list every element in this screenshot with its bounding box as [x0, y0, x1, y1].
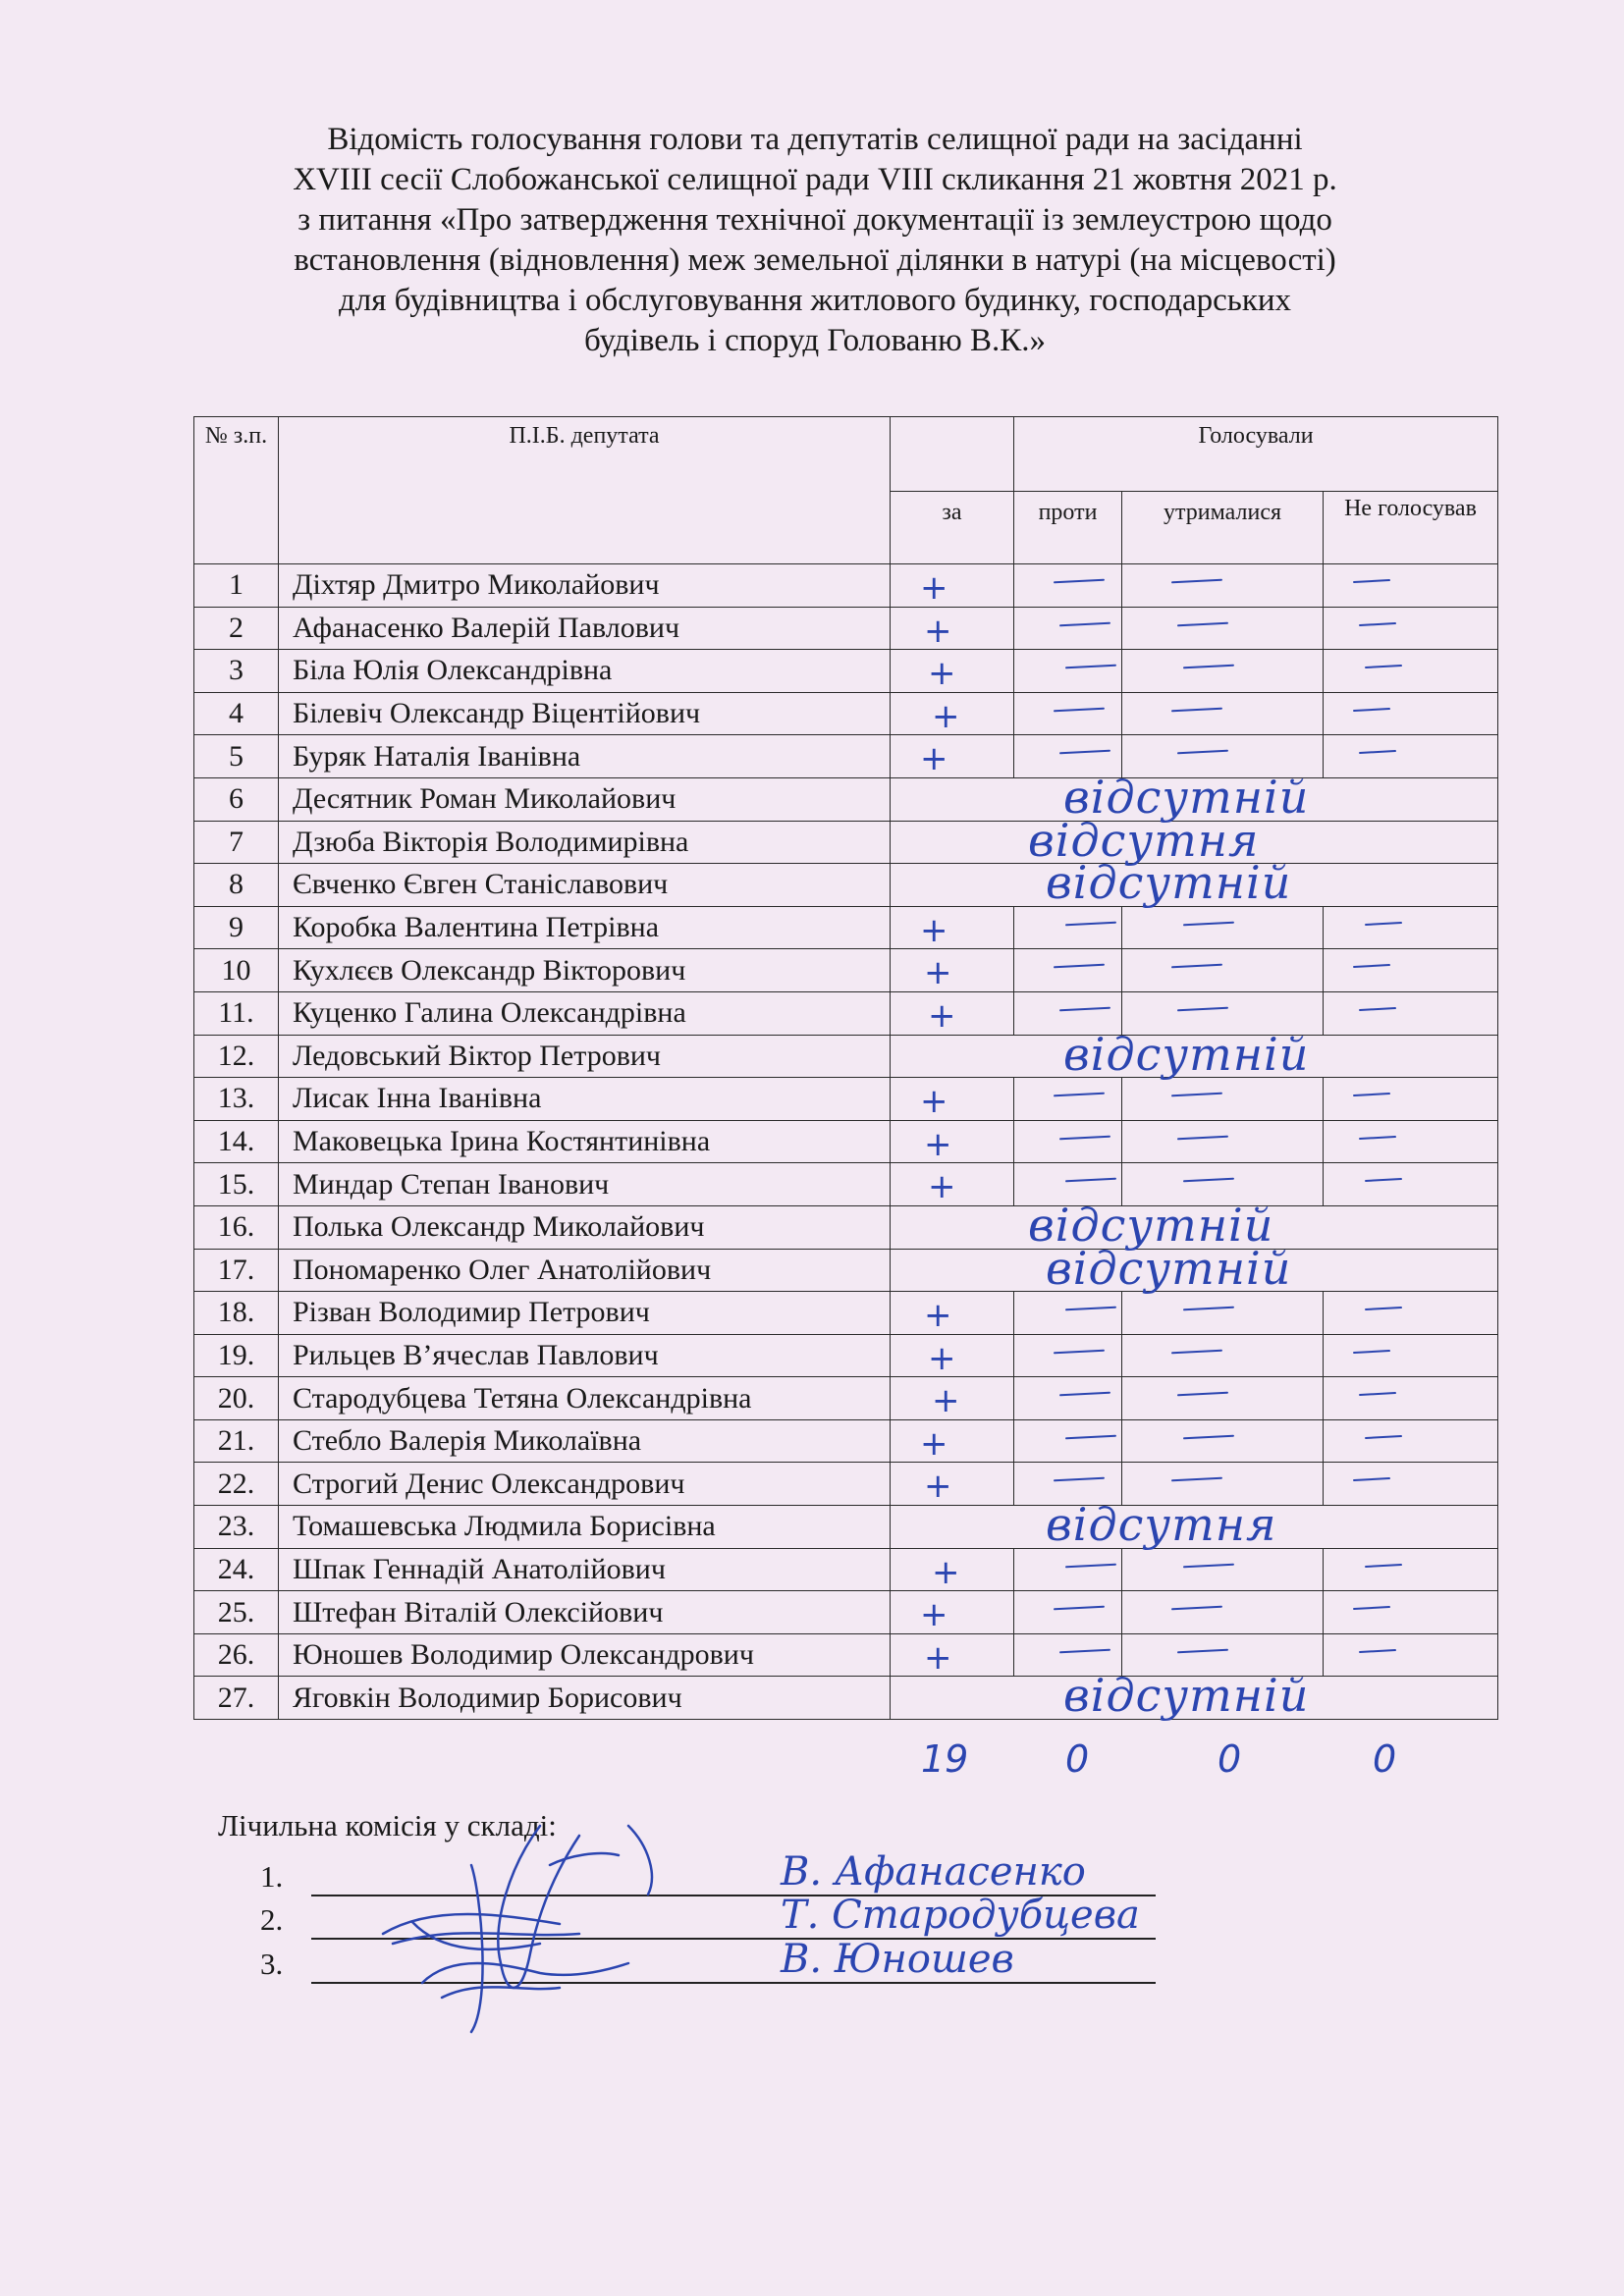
plus-mark: +	[928, 995, 956, 1036]
signature-number: 1.	[260, 1859, 284, 1894]
table-row	[194, 1506, 1498, 1549]
plus-mark: +	[928, 1167, 956, 1207]
absent-note: відсутня	[1028, 813, 1260, 867]
table-row	[194, 1035, 1498, 1078]
vote-not-voted-cell	[1324, 1334, 1498, 1377]
vote-not-voted-cell	[1324, 1463, 1498, 1506]
row-number: 18.	[194, 1292, 279, 1335]
vote-for-cell	[891, 1163, 1014, 1206]
vote-against-cell	[1014, 692, 1122, 735]
deputy-name: Євченко Євген Станіславович	[279, 864, 891, 907]
vote-not-voted-cell	[1324, 692, 1498, 735]
vote-against-cell	[1014, 650, 1122, 693]
vote-not-voted-cell	[1324, 1163, 1498, 1206]
dash-mark	[1359, 750, 1396, 754]
title-line: для будівництва і обслуговування житлового будинку, господарських	[338, 283, 1292, 318]
row-number: 8	[194, 864, 279, 907]
absence-cell	[891, 1241, 1498, 1295]
dash-mark	[1353, 708, 1390, 712]
plus-mark: +	[932, 1381, 960, 1421]
deputy-name: Стародубцева Тетяна Олександрівна	[279, 1377, 891, 1420]
vote-not-voted-cell	[1324, 949, 1498, 992]
dash-mark	[1171, 1477, 1222, 1482]
deputy-name: Різван Володимир Петрович	[279, 1292, 891, 1335]
vote-against-cell	[1014, 607, 1122, 650]
plus-mark: +	[924, 1124, 952, 1164]
title-line: XVIII сесії Слобожанської селищної ради VIII скликання 21 жовтня 2021 р.	[293, 162, 1337, 197]
dash-mark	[1359, 1649, 1396, 1653]
voting-table	[193, 416, 1498, 1723]
absent-note: відсутній	[1046, 856, 1292, 910]
absence-cell	[891, 1027, 1498, 1081]
dash-mark	[1054, 707, 1105, 712]
vote-not-voted-cell	[1324, 906, 1498, 949]
plus-mark: +	[928, 1338, 956, 1378]
table-row	[194, 1292, 1498, 1335]
plus-mark: +	[920, 739, 948, 779]
header-number: № з.п.	[194, 417, 279, 564]
deputy-name: Стебло Валерія Миколаївна	[279, 1419, 891, 1463]
vote-for-cell	[891, 564, 1014, 608]
vote-against-cell	[1014, 1591, 1122, 1634]
row-number: 20.	[194, 1377, 279, 1420]
header-for: за	[891, 492, 1014, 564]
table-row	[194, 1377, 1498, 1420]
row-number: 27.	[194, 1677, 279, 1720]
table-row	[194, 1163, 1498, 1206]
row-number: 9	[194, 906, 279, 949]
absent-note: відсутня	[1046, 1498, 1277, 1552]
vote-for-cell	[891, 991, 1014, 1035]
vote-for-cell	[891, 1377, 1014, 1420]
table-row	[194, 1249, 1498, 1292]
deputy-name: Буряк Наталія Іванівна	[279, 735, 891, 778]
table-row	[194, 1120, 1498, 1163]
vote-for-cell	[891, 1120, 1014, 1163]
dash-mark	[1059, 750, 1110, 755]
dash-mark	[1171, 579, 1222, 584]
table-row	[194, 949, 1498, 992]
table-row	[194, 1205, 1498, 1249]
vote-against-cell	[1014, 1419, 1122, 1463]
total-not-voted: 0	[1373, 1737, 1397, 1781]
plus-mark: +	[928, 654, 956, 694]
row-number: 6	[194, 777, 279, 821]
voting-rows	[194, 564, 1498, 1723]
header-blank	[891, 417, 1014, 492]
dash-mark	[1177, 1007, 1228, 1012]
vote-not-voted-cell	[1324, 1292, 1498, 1335]
dash-mark	[1353, 1350, 1390, 1354]
absent-note: відсутній	[1063, 770, 1310, 824]
row-number: 23.	[194, 1506, 279, 1549]
dash-mark	[1059, 1135, 1110, 1140]
vote-abstained-cell	[1122, 1078, 1324, 1121]
signature-name: Т. Стародубцева	[781, 1893, 1140, 1938]
absent-note: відсутній	[1046, 1241, 1292, 1295]
vote-not-voted-cell	[1324, 1633, 1498, 1677]
dash-mark	[1054, 1093, 1105, 1097]
vote-for-cell	[891, 1419, 1014, 1463]
dash-mark	[1054, 1477, 1105, 1482]
dash-mark	[1365, 1307, 1402, 1310]
vote-against-cell	[1014, 906, 1122, 949]
dash-mark	[1065, 665, 1116, 669]
signature-scribbles	[353, 1806, 707, 2042]
vote-not-voted-cell	[1324, 735, 1498, 778]
header-not-voted: Не голосував	[1324, 492, 1498, 564]
signature-name: В. Юношев	[781, 1937, 1014, 1982]
deputy-name: Шпак Геннадій Анатолійович	[279, 1548, 891, 1591]
deputy-name: Рильцев В’ячеслав Павлович	[279, 1334, 891, 1377]
row-number: 11.	[194, 991, 279, 1035]
commission-label: Лічильна комісія у складі:	[218, 1808, 557, 1842]
vote-against-cell	[1014, 1120, 1122, 1163]
deputy-name: Пономаренко Олег Анатолійович	[279, 1249, 891, 1292]
vote-abstained-cell	[1122, 692, 1324, 735]
vote-abstained-cell	[1122, 1292, 1324, 1335]
dash-mark	[1365, 1564, 1402, 1568]
vote-not-voted-cell	[1324, 1120, 1498, 1163]
dash-mark	[1171, 1606, 1222, 1611]
total-against: 0	[1065, 1737, 1090, 1781]
dash-mark	[1065, 1563, 1116, 1568]
table-row	[194, 607, 1498, 650]
vote-for-cell	[891, 1548, 1014, 1591]
row-number: 22.	[194, 1463, 279, 1506]
vote-not-voted-cell	[1324, 564, 1498, 608]
title-line: встановлення (відновлення) меж земельної ділянки в натурі (на місцевості)	[294, 242, 1336, 278]
vote-against-cell	[1014, 564, 1122, 608]
table-row	[194, 864, 1498, 907]
table-row	[194, 906, 1498, 949]
plus-mark: +	[920, 1423, 948, 1464]
table-row	[194, 1548, 1498, 1591]
absence-cell	[891, 1669, 1498, 1723]
row-number: 13.	[194, 1078, 279, 1121]
vote-abstained-cell	[1122, 1334, 1324, 1377]
row-number: 12.	[194, 1035, 279, 1078]
table-row	[194, 1419, 1498, 1463]
row-number: 4	[194, 692, 279, 735]
dash-mark	[1059, 1648, 1110, 1653]
row-number: 10	[194, 949, 279, 992]
deputy-name: Біла Юлія Олександрівна	[279, 650, 891, 693]
absence-cell	[891, 856, 1498, 910]
deputy-name: Ледовський Віктор Петрович	[279, 1035, 891, 1078]
row-number: 16.	[194, 1205, 279, 1249]
dash-mark	[1177, 750, 1228, 755]
deputy-name: Десятник Роман Миколайович	[279, 777, 891, 821]
dash-mark	[1177, 1648, 1228, 1653]
vote-for-cell	[891, 949, 1014, 992]
vote-not-voted-cell	[1324, 1078, 1498, 1121]
table-row	[194, 1463, 1498, 1506]
vote-abstained-cell	[1122, 949, 1324, 992]
vote-not-voted-cell	[1324, 1591, 1498, 1634]
row-number: 26.	[194, 1633, 279, 1677]
dash-mark	[1365, 1178, 1402, 1182]
vote-against-cell	[1014, 949, 1122, 992]
row-number: 7	[194, 821, 279, 864]
vote-not-voted-cell	[1324, 650, 1498, 693]
vote-not-voted-cell	[1324, 1419, 1498, 1463]
dash-mark	[1183, 1563, 1234, 1568]
total-abstained: 0	[1218, 1737, 1242, 1781]
dash-mark	[1359, 622, 1396, 626]
dash-mark	[1353, 579, 1390, 583]
table-row	[194, 650, 1498, 693]
vote-for-cell	[891, 650, 1014, 693]
dash-mark	[1183, 1307, 1234, 1311]
dash-mark	[1183, 1178, 1234, 1183]
row-number: 3	[194, 650, 279, 693]
header-name: П.І.Б. депутата	[279, 417, 891, 564]
deputy-name: Маковецька Ірина Костянтинівна	[279, 1120, 891, 1163]
vote-for-cell	[891, 607, 1014, 650]
dash-mark	[1059, 1392, 1110, 1397]
document-title	[177, 120, 1453, 361]
vote-for-cell	[891, 1463, 1014, 1506]
table-row	[194, 1078, 1498, 1121]
vote-for-cell	[891, 1334, 1014, 1377]
title-line: Відомість голосування голови та депутатів селищної ради на засіданні	[327, 122, 1303, 157]
vote-abstained-cell	[1122, 1419, 1324, 1463]
row-number: 14.	[194, 1120, 279, 1163]
vote-for-cell	[891, 692, 1014, 735]
header-voted: Голосували	[1014, 417, 1498, 492]
absence-cell	[891, 1498, 1498, 1552]
absent-note: відсутній	[1063, 1027, 1310, 1081]
deputy-name: Полька Олександр Миколайович	[279, 1205, 891, 1249]
dash-mark	[1171, 1349, 1222, 1354]
plus-mark: +	[924, 1637, 952, 1678]
deputy-name: Афанасенко Валерій Павлович	[279, 607, 891, 650]
vote-abstained-cell	[1122, 564, 1324, 608]
dash-mark	[1353, 964, 1390, 968]
row-number: 19.	[194, 1334, 279, 1377]
vote-not-voted-cell	[1324, 991, 1498, 1035]
plus-mark: +	[920, 1082, 948, 1122]
table-row	[194, 1677, 1498, 1720]
dash-mark	[1353, 1093, 1390, 1096]
dash-mark	[1059, 621, 1110, 626]
plus-mark: +	[924, 1296, 952, 1336]
row-number: 2	[194, 607, 279, 650]
vote-against-cell	[1014, 1548, 1122, 1591]
dash-mark	[1183, 665, 1234, 669]
vote-abstained-cell	[1122, 906, 1324, 949]
title-line: будівель і споруд Голованю В.К.»	[583, 323, 1047, 358]
dash-mark	[1177, 1392, 1228, 1397]
vote-abstained-cell	[1122, 1120, 1324, 1163]
plus-mark: +	[924, 611, 952, 651]
deputy-name: Лисак Інна Іванівна	[279, 1078, 891, 1121]
dash-mark	[1353, 1606, 1390, 1610]
table-row	[194, 777, 1498, 821]
table-row	[194, 821, 1498, 864]
dash-mark	[1353, 1477, 1390, 1481]
deputy-name: Строгий Денис Олександрович	[279, 1463, 891, 1506]
vote-not-voted-cell	[1324, 1377, 1498, 1420]
absent-note: відсутній	[1028, 1198, 1274, 1252]
dash-mark	[1177, 621, 1228, 626]
vote-abstained-cell	[1122, 1377, 1324, 1420]
dash-mark	[1054, 964, 1105, 969]
vote-for-cell	[891, 1078, 1014, 1121]
dash-mark	[1365, 922, 1402, 926]
row-number: 5	[194, 735, 279, 778]
dash-mark	[1359, 1136, 1396, 1140]
dash-mark	[1365, 665, 1402, 668]
vote-for-cell	[891, 906, 1014, 949]
row-number: 25.	[194, 1591, 279, 1634]
deputy-name: Дзюба Вікторія Володимирівна	[279, 821, 891, 864]
vote-abstained-cell	[1122, 650, 1324, 693]
vote-against-cell	[1014, 1292, 1122, 1335]
dash-mark	[1065, 921, 1116, 926]
plus-mark: +	[932, 696, 960, 736]
row-number: 17.	[194, 1249, 279, 1292]
table-row	[194, 1591, 1498, 1634]
dash-mark	[1065, 1435, 1116, 1440]
vote-abstained-cell	[1122, 607, 1324, 650]
total-for: 19	[921, 1737, 969, 1781]
dash-mark	[1059, 1007, 1110, 1012]
vote-against-cell	[1014, 1334, 1122, 1377]
dash-mark	[1171, 964, 1222, 969]
dash-mark	[1365, 1435, 1402, 1439]
vote-against-cell	[1014, 1377, 1122, 1420]
plus-mark: +	[932, 1552, 960, 1592]
deputy-name: Кухлєєв Олександр Вікторович	[279, 949, 891, 992]
dash-mark	[1359, 1392, 1396, 1396]
deputy-name: Юношев Володимир Олександрович	[279, 1633, 891, 1677]
table-row	[194, 564, 1498, 608]
vote-against-cell	[1014, 1078, 1122, 1121]
dash-mark	[1054, 1606, 1105, 1611]
absent-note: відсутній	[1063, 1669, 1310, 1723]
deputy-name: Діхтяр Дмитро Миколайович	[279, 564, 891, 608]
row-number: 15.	[194, 1163, 279, 1206]
dash-mark	[1065, 1307, 1116, 1311]
dash-mark	[1054, 579, 1105, 584]
table-row	[194, 692, 1498, 735]
deputy-name: Коробка Валентина Петрівна	[279, 906, 891, 949]
vote-abstained-cell	[1122, 1591, 1324, 1634]
deputy-name: Яговкін Володимир Борисович	[279, 1677, 891, 1720]
plus-mark: +	[924, 1467, 952, 1507]
signature-number: 3.	[260, 1947, 284, 1981]
dash-mark	[1054, 1349, 1105, 1354]
plus-mark: +	[920, 568, 948, 608]
dash-mark	[1171, 1093, 1222, 1097]
table-row	[194, 1334, 1498, 1377]
plus-mark: +	[920, 1595, 948, 1635]
plus-mark: +	[920, 910, 948, 950]
row-number: 24.	[194, 1548, 279, 1591]
header-against: проти	[1014, 492, 1122, 564]
row-number: 1	[194, 564, 279, 608]
dash-mark	[1171, 707, 1222, 712]
signature-mark-1	[498, 1826, 619, 1988]
deputy-name: Штефан Віталій Олексійович	[279, 1591, 891, 1634]
vote-abstained-cell	[1122, 1548, 1324, 1591]
vote-not-voted-cell	[1324, 1548, 1498, 1591]
deputy-name: Куценко Галина Олександрівна	[279, 991, 891, 1035]
signature-name: В. Афанасенко	[781, 1849, 1086, 1895]
dash-mark	[1177, 1135, 1228, 1140]
dash-mark	[1183, 921, 1234, 926]
vote-for-cell	[891, 735, 1014, 778]
dash-mark	[1183, 1435, 1234, 1440]
vote-for-cell	[891, 1633, 1014, 1677]
dash-mark	[1065, 1178, 1116, 1183]
row-number: 21.	[194, 1419, 279, 1463]
signature-mark-3	[422, 1963, 628, 1998]
vote-for-cell	[891, 1591, 1014, 1634]
vote-for-cell	[891, 1292, 1014, 1335]
deputy-name: Томашевська Людмила Борисівна	[279, 1506, 891, 1549]
plus-mark: +	[924, 953, 952, 993]
dash-mark	[1359, 1007, 1396, 1011]
header-abstained: утрималися	[1122, 492, 1324, 564]
deputy-name: Миндар Степан Іванович	[279, 1163, 891, 1206]
title-line: з питання «Про затвердження технічної документації із землеустрою щодо	[298, 202, 1332, 238]
deputy-name: Білевіч Олександр Віцентійович	[279, 692, 891, 735]
signature-number: 2.	[260, 1902, 284, 1937]
vote-not-voted-cell	[1324, 607, 1498, 650]
